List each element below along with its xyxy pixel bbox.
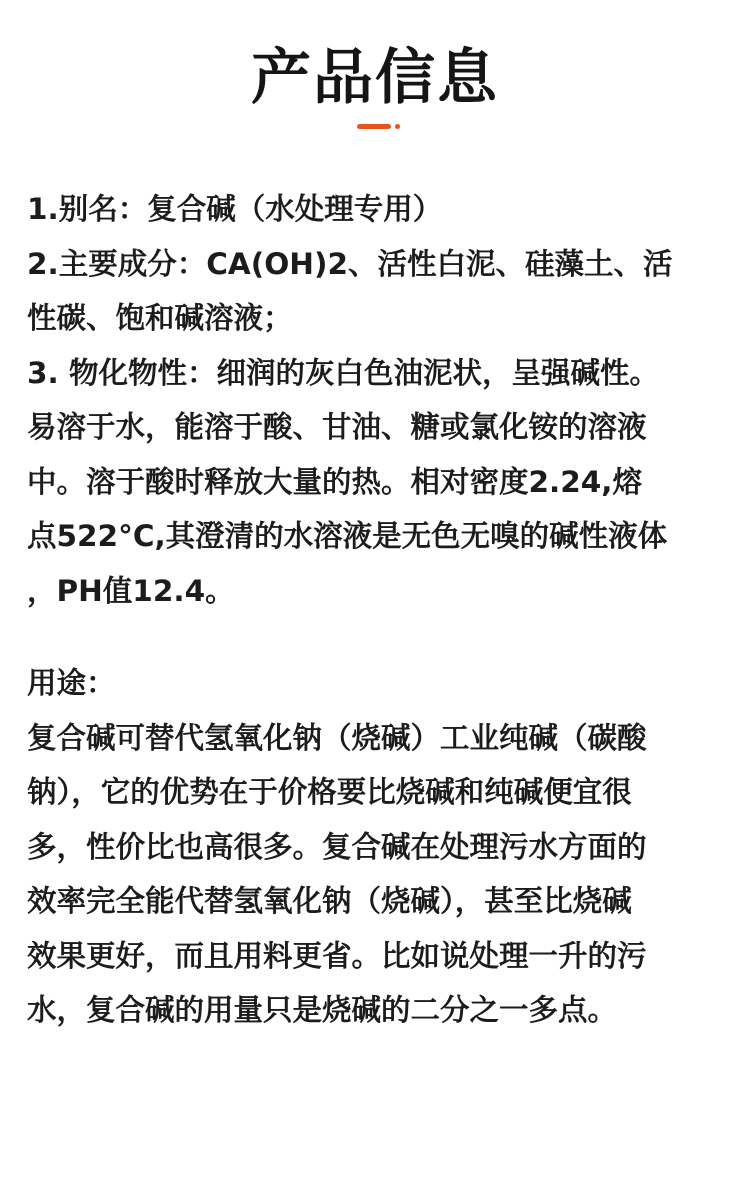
page-title: 产品信息: [251, 43, 499, 113]
usage-line: 钠），它的优势在于价格要比烧碱和纯碱便宜很: [27, 775, 632, 809]
info-section: [27, 182, 735, 618]
info-line: ，PH值12.4。: [27, 573, 235, 608]
info-line: 性碳、饱和碱溶液；: [27, 301, 293, 335]
content-block: [27, 182, 735, 1038]
usage-line: 效果更好，而且用料更省。比如说处理一升的污: [27, 938, 647, 973]
section-spacer: [27, 618, 735, 656]
usage-section: [27, 656, 735, 1038]
accent-bar: [357, 124, 391, 129]
accent-dot: [395, 124, 400, 129]
info-line: 2.主要成分：CA(OH)2、活性白泥、硅藻土、活: [27, 246, 673, 281]
info-line: 点522°C,其澄清的水溶液是无色无嗅的碱性液体: [27, 519, 668, 553]
usage-line: 复合碱可替代氢氧化钠（烧碱）工业纯碱（碳酸: [27, 720, 647, 755]
info-line: 3. 物化物性：细润的灰白色油泥状，呈强碱性。: [27, 355, 660, 390]
title-underline-accent: [357, 124, 403, 130]
info-line: 易溶于水，能溶于酸、甘油、糖或氯化铵的溶液: [27, 410, 647, 444]
usage-heading: 用途：: [27, 666, 116, 700]
info-line: 中。溶于酸时释放大量的热。相对密度2.24,熔: [27, 464, 642, 499]
usage-line: 多，性价比也高很多。复合碱在处理污水方面的: [27, 829, 647, 864]
usage-line: 效率完全能代替氢氧化钠（烧碱），甚至比烧碱: [27, 884, 632, 918]
info-line: 1.别名：复合碱（水处理专用）: [27, 192, 443, 226]
usage-line: 水，复合碱的用量只是烧碱的二分之一多点。: [27, 993, 618, 1027]
